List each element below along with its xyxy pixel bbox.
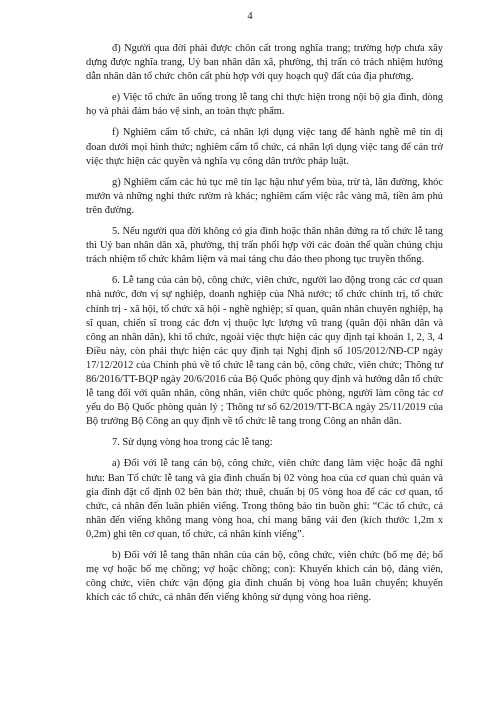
page-number: 4: [247, 11, 253, 22]
document-body: [86, 42, 443, 612]
paragraph-7: 7. Sử dụng vòng hoa trong các lễ tang:: [112, 437, 273, 449]
paragraph-7b: b) Đối với lễ tang thân nhân của cán bộ, công chức, viên chức (bố mẹ đẻ; bố mẹ vợ hoặc bố mẹ chồng; vợ hoặc chồng; con): Khuyến khích cán bộ, đảng viên, công chức, viên chức vận động gia đình chuẩn bị vòng hoa luân chuyển; khuyến khích các tổ chức, cá nhân đến viếng không sử dụng vòng hoa riêng.: [86, 550, 443, 604]
paragraph-g: g) Nghiêm cấm các hủ tục mê tín lạc hậu như yểm bùa, trừ tà, lăn đường, khóc mướn và những nghi thức rườm rà khác; nghiêm cấm việc rắc vàng mã, tiền âm phủ trên đường.: [86, 176, 443, 216]
paragraph-d: đ) Người qua đời phải được chôn cất trong nghĩa trang; trường hợp chưa xây dựng được nghĩa trang, Uỷ ban nhân dân xã, phường, thị trấn có trách nhiệm hướng dẫn nhân dân tổ chức chôn cất phù hợp với quy hoạch quỹ đất của địa phương.: [86, 43, 443, 83]
paragraph-e: e) Việc tổ chức ăn uống trong lễ tang chỉ thực hiện trong nội bộ gia đình, dòng họ và phải đảm bảo vệ sinh, an toàn thực phẩm.: [86, 92, 443, 118]
paragraph-7a: a) Đối với lễ tang cán bộ, công chức, viên chức đang làm việc hoặc đã nghỉ hưu: Ban Tổ chức lễ tang và gia đình chuẩn bị 02 vòng hoa của cơ quan chủ quản và gia đình đặt cố định 02 bên bàn thờ; thuê, chuẩn bị 05 vòng hoa để các cơ quan, tổ chức, cá nhân đến luân phiên viếng. Trong thông báo tin buồn ghi: “Các tổ chức, cá nhân đến viếng không mang vòng hoa, chỉ mang băng vải đen (kích thước 1,2m x 0,2m) ghi tên cơ quan, tổ chức, cá nhân kính viếng”.: [86, 458, 443, 540]
paragraph-f: f) Nghiêm cấm tổ chức, cá nhân lợi dụng việc tang để hành nghề mê tín dị đoan dưới mọi hình thức; nghiêm cấm tổ chức, cá nhân lợi dụng việc tang để cản trở việc thực hiện các quyền và nghĩa vụ công dân trước pháp luật.: [86, 127, 443, 167]
paragraph-6: 6. Lễ tang của cán bộ, công chức, viên chức, người lao động trong các cơ quan nhà nước, đơn vị sự nghiệp, doanh nghiệp của Nhà nước; tổ chức chính trị, tổ chức chính trị - xã hội, tổ chức xã hội - nghề nghiệp; sĩ quan, quân nhân chuyên nghiệp, hạ sĩ quan, chiến sĩ trong các đơn vị thuộc lực lượng vũ trang (quân đội nhân dân và công an nhân dân), khi tổ chức, ngoài việc thực hiện các quy định tại khoản 1, 2, 3, 4 Điều này, còn phải thực hiện các quy định tại Nghị định số 105/2012/NĐ-CP ngày 17/12/2012 của Chính phủ về tổ chức lễ tang cán bộ, công chức, viên chức; Thông tư 86/2016/TT-BQP ngày 20/6/2016 của Bộ Quốc phòng quy định và hướng dẫn tổ chức lễ tang đối với quân nhân, công nhân, viên chức quốc phòng, người làm công tác cơ yếu do Bộ Quốc phòng quản lý ; Thông tư số 62/2019/TT-BCA ngày 25/11/2019 của Bộ trưởng Bộ Công an quy định về tổ chức lễ tang trong Công an nhân dân.: [86, 275, 443, 428]
paragraph-5: 5. Nếu người qua đời không có gia đình hoặc thân nhân đứng ra tổ chức lễ tang thì Uỷ ban nhân dân xã, phường, thị trấn phối hợp với các đoàn thể quần chúng chịu trách nhiệm tổ chức khâm liệm và mai táng chu đáo theo phong tục truyền thống.: [86, 226, 443, 266]
